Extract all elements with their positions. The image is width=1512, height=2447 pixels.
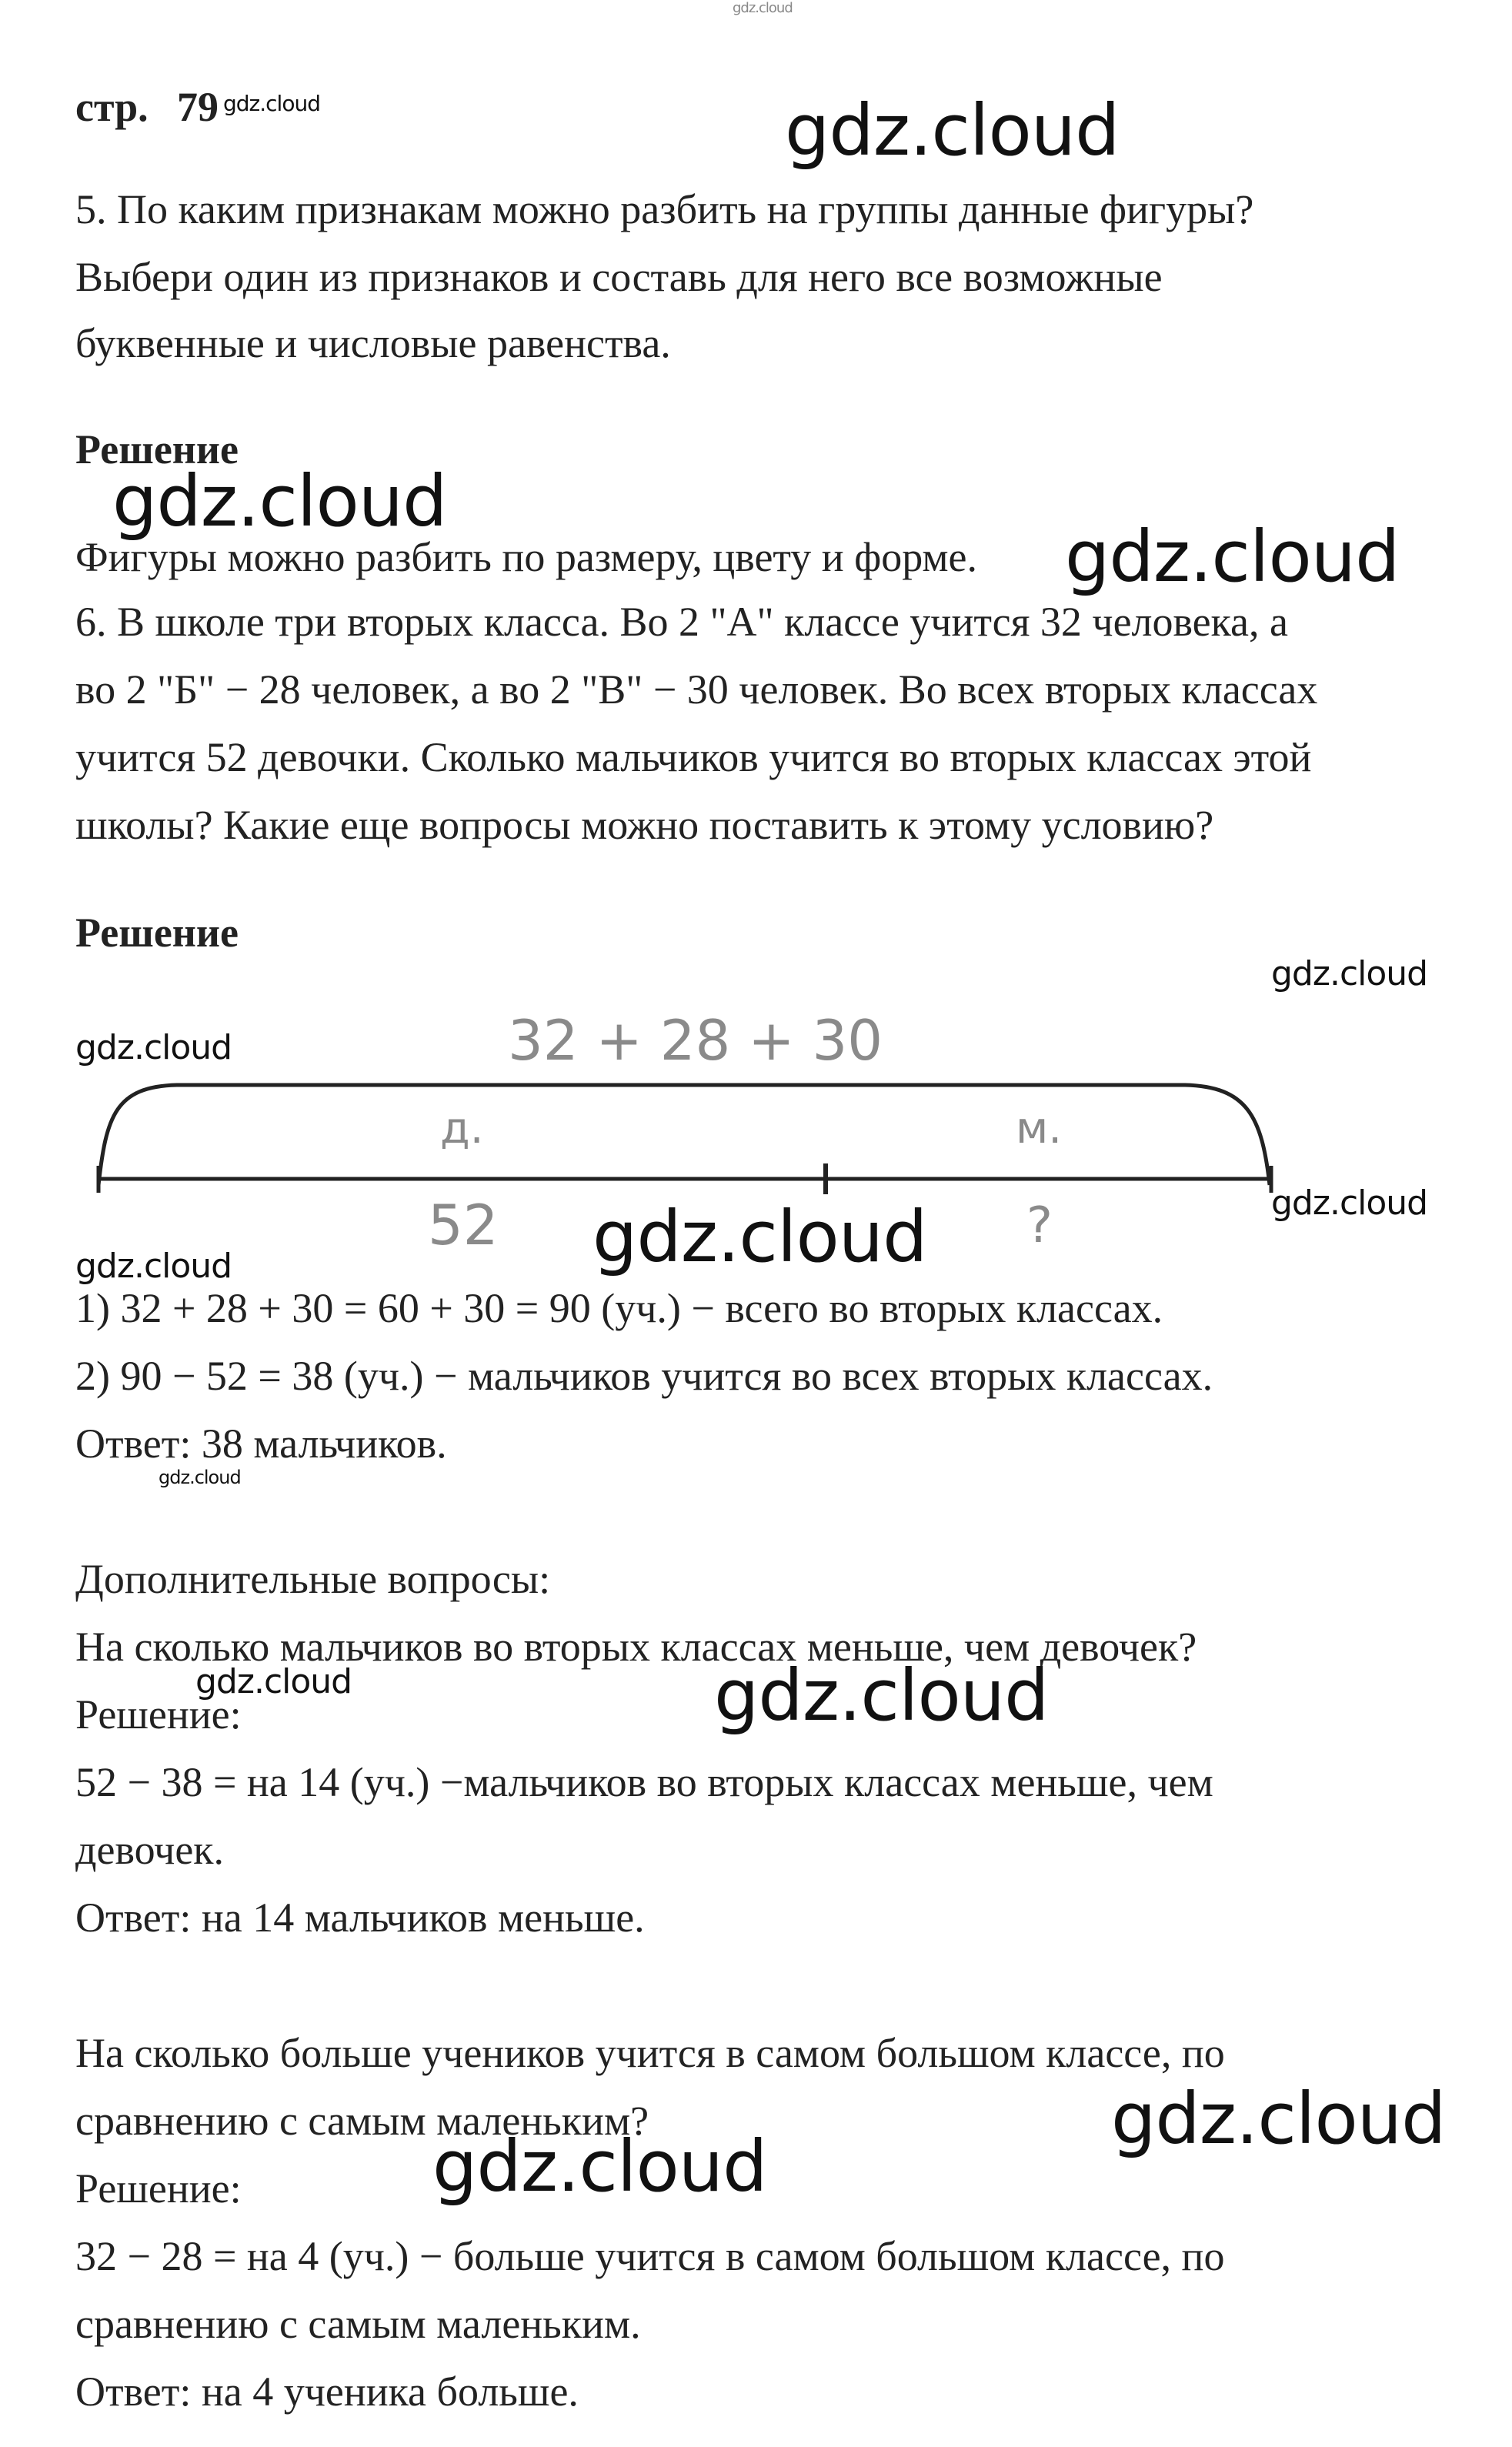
- diagram-boys-value: ?: [1026, 1197, 1053, 1254]
- extra-q2-line-2: сравнению с самым маленьким.: [75, 2301, 641, 2347]
- watermark-header-big: gdz.cloud: [785, 89, 1120, 172]
- watermark-diagram-left: gdz.cloud: [75, 1028, 232, 1067]
- diagram-boys-label: м.: [1016, 1103, 1063, 1153]
- diagram-girls-label: д.: [440, 1103, 484, 1153]
- task5-line-3: буквенные и числовые равенства.: [75, 320, 671, 366]
- extra-q1-question: На сколько мальчиков во вторых классах меньше, чем девочек?: [75, 1624, 1197, 1670]
- task6-step-2: 2) 90 − 52 = 38 (уч.) − мальчиков учится во всех вторых классах.: [75, 1353, 1213, 1399]
- diagram-girls-value: 52: [428, 1193, 499, 1257]
- extra-q2-solution-label: Решение:: [75, 2165, 242, 2212]
- task6-line-4: школы? Какие еще вопросы можно поставить к этому условию?: [75, 802, 1214, 848]
- watermark-task5-left: gdz.cloud: [112, 460, 447, 542]
- page-label: стр.: [75, 84, 149, 130]
- watermark-top: gdz.cloud: [733, 0, 793, 16]
- watermark-q1-small: gdz.cloud: [195, 1662, 352, 1701]
- task6-step-1: 1) 32 + 28 + 30 = 60 + 30 = 90 (уч.) − всего во вторых классах.: [75, 1285, 1163, 1331]
- watermark-diagram-top-right: gdz.cloud: [1271, 954, 1428, 993]
- watermark-diagram-right: gdz.cloud: [1271, 1183, 1428, 1223]
- task6-line-2: во 2 "Б" − 28 человек, а во 2 "В" − 30 человек. Во всех вторых классах: [75, 666, 1318, 713]
- watermark-task5-right: gdz.cloud: [1065, 516, 1400, 598]
- extra-heading: Дополнительные вопросы:: [75, 1556, 551, 1602]
- task6-answer: Ответ: 38 мальчиков.: [75, 1420, 447, 1467]
- extra-q1-line-2: девочек.: [75, 1827, 225, 1873]
- task5-solution-heading: Решение: [75, 426, 239, 472]
- extra-q2-question-line-1: На сколько больше учеников учится в самом большом классе, по: [75, 2030, 1225, 2076]
- task6-line-1: 6. В школе три вторых класса. Во 2 "А" классе учится 32 человека, а: [75, 599, 1288, 645]
- extra-q1-line-1: 52 − 38 = на 14 (уч.) −мальчиков во вторых классах меньше, чем: [75, 1759, 1213, 1805]
- extra-q2-line-1: 32 − 28 = на 4 (уч.) − больше учится в самом большом классе, по: [75, 2233, 1225, 2279]
- watermark-answer-small: gdz.cloud: [159, 1467, 241, 1488]
- watermark-q2-right: gdz.cloud: [1111, 2078, 1446, 2160]
- task6-line-3: учится 52 девочки. Сколько мальчиков учится во вторых классах этой: [75, 734, 1312, 780]
- extra-q2-answer: Ответ: на 4 ученика больше.: [75, 2369, 579, 2415]
- task5-answer: Фигуры можно разбить по размеру, цвету и форме.: [75, 534, 978, 580]
- task5-line-1: 5. По каким признакам можно разбить на группы данные фигуры?: [75, 186, 1254, 232]
- task5-line-2: Выбери один из признаков и составь для него все возможные: [75, 254, 1163, 300]
- watermark-steps-left: gdz.cloud: [75, 1247, 232, 1286]
- watermark-q1-big: gdz.cloud: [714, 1654, 1049, 1737]
- extra-q1-solution-label: Решение:: [75, 1691, 242, 1738]
- extra-q2-question-line-2: сравнению с самым маленьким?: [75, 2098, 649, 2144]
- page-number: 79: [177, 84, 219, 130]
- diagram-total-label: 32 + 28 + 30: [508, 1008, 883, 1073]
- total-brace: [98, 1085, 1270, 1185]
- extra-q1-answer: Ответ: на 14 мальчиков меньше.: [75, 1895, 645, 1941]
- watermark-diagram-center: gdz.cloud: [592, 1196, 927, 1278]
- watermark-header-small: gdz.cloud: [223, 91, 320, 116]
- task6-solution-heading: Решение: [75, 910, 239, 956]
- watermark-q2-center: gdz.cloud: [432, 2125, 767, 2208]
